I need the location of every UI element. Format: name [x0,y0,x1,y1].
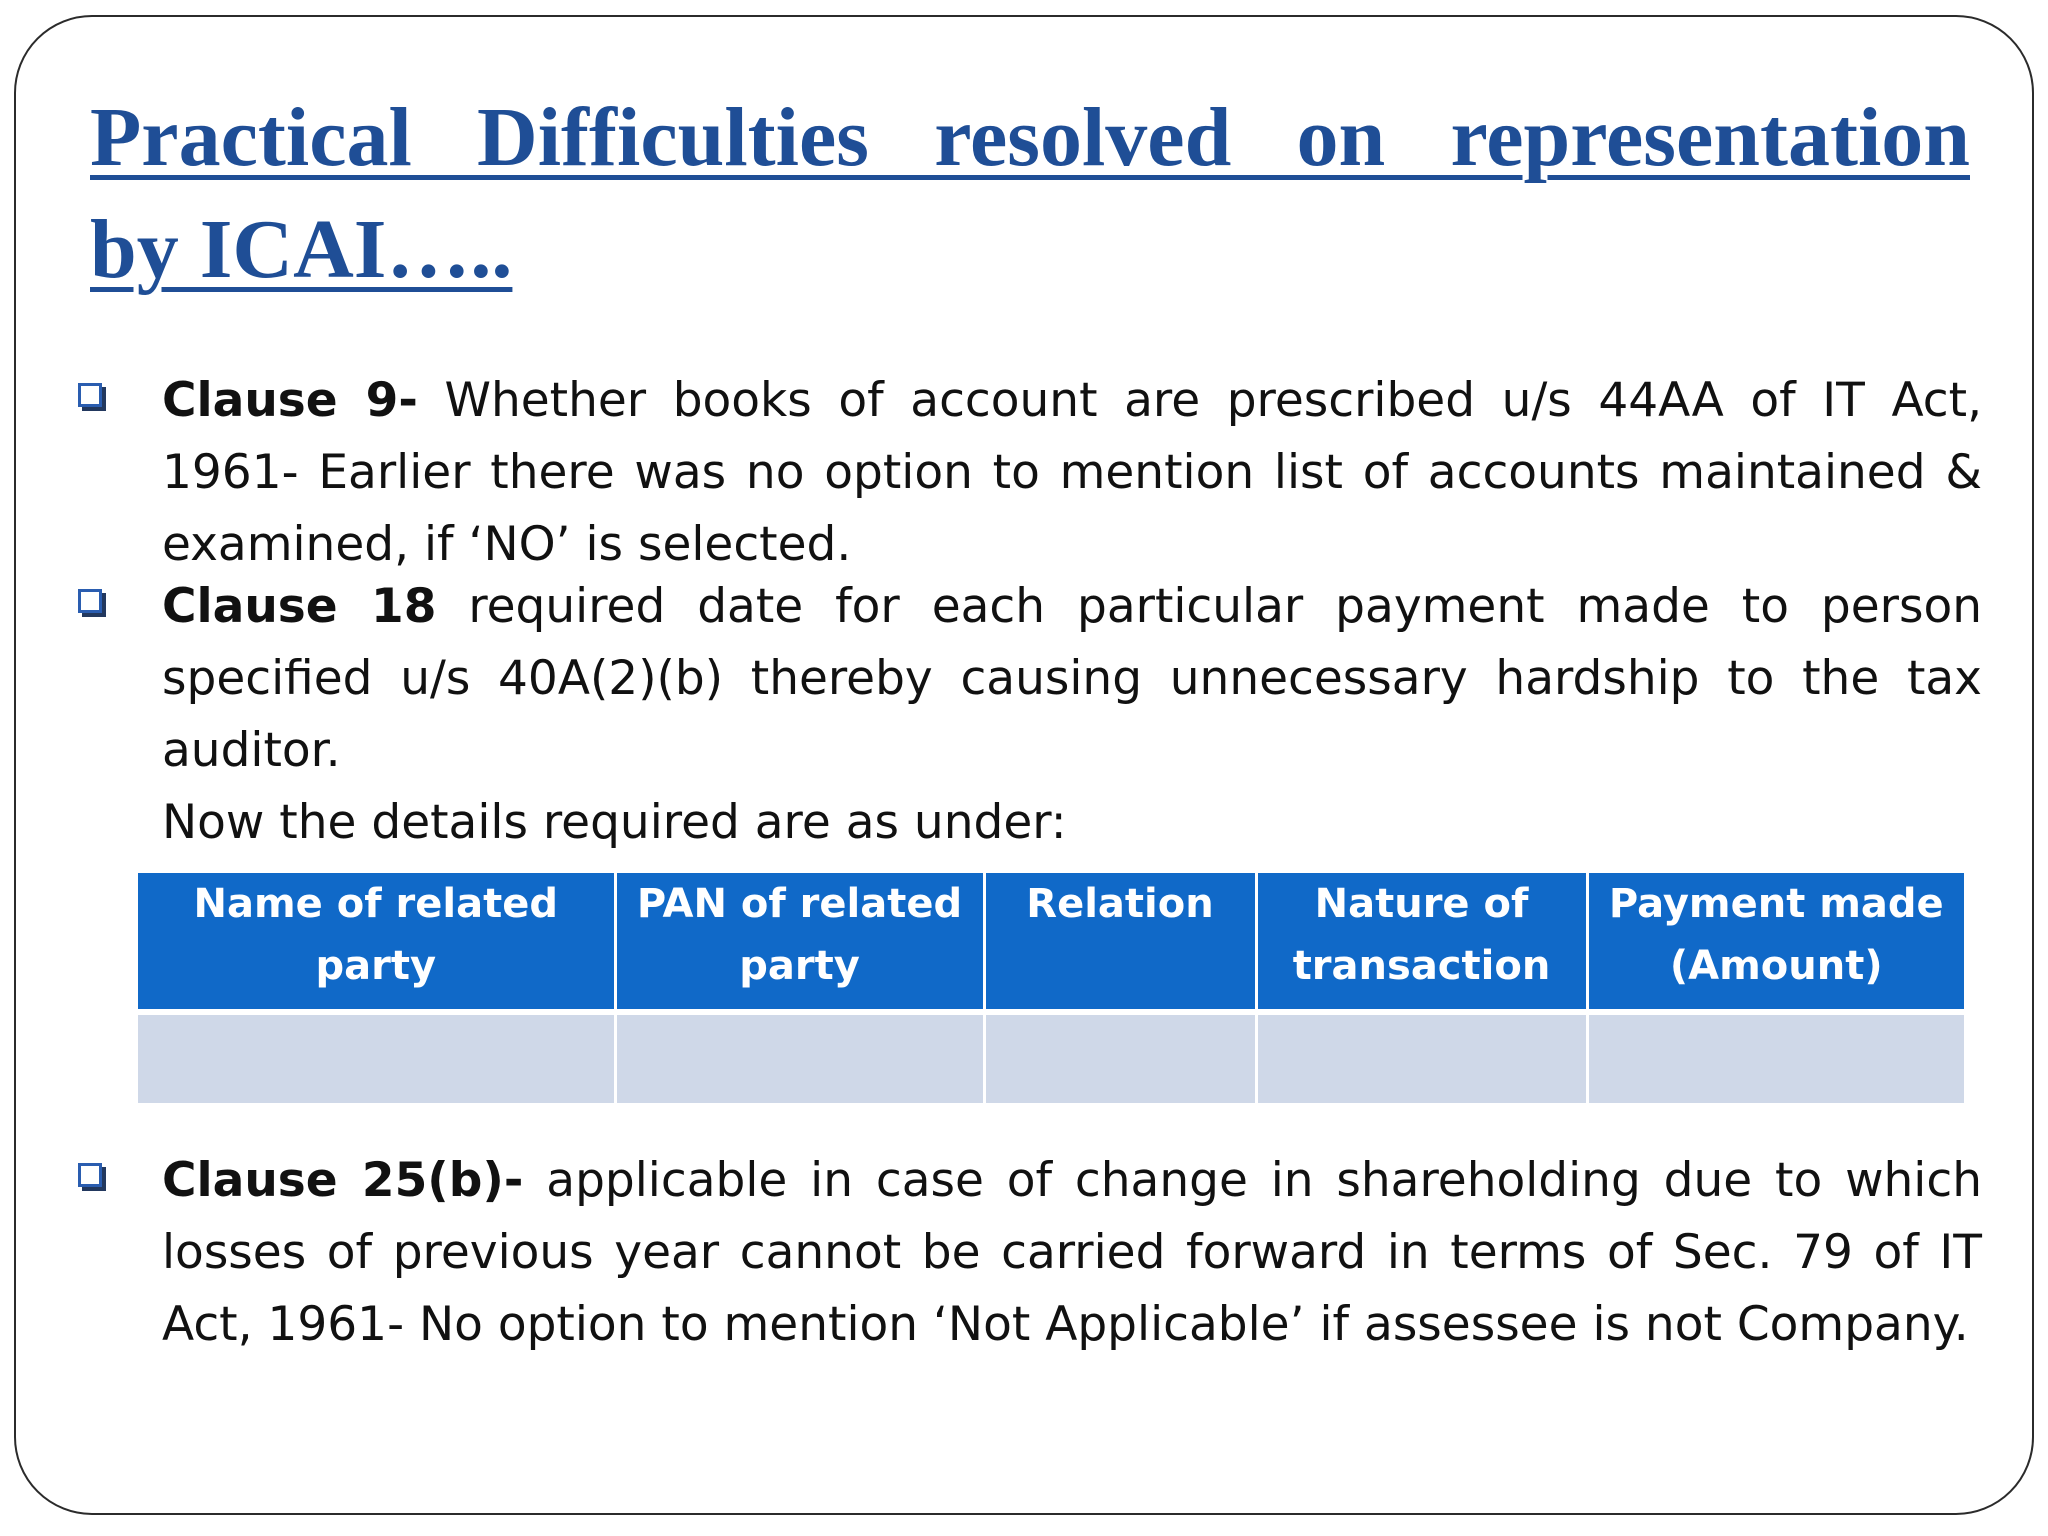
hollow-square-bullet-icon [78,1163,102,1187]
table-cell [1256,1012,1587,1103]
clause-18-description: required date for each particular payment made to person specified u/s 40A(2)(b) thereby causing unnecessary hardship to the tax auditor. [162,579,1982,778]
hollow-square-bullet-icon [78,383,102,407]
table-cell [615,1012,984,1103]
table-cell [138,1012,615,1103]
clause-18-label: Clause 18 [162,579,437,634]
title-line-2: by ICAI….. [90,203,513,296]
header-relation: Relation [984,873,1256,1012]
header-pan-of-related-party: PAN of related party [615,873,984,1012]
table-header-row [138,873,1964,1012]
header-nature-of-transaction: Nature of transaction [1256,873,1587,1012]
bullet-clause-25b-text [162,1145,1982,1361]
bullet-clause-9-text [162,365,1982,581]
clause-25b-label: Clause 25(b)- [162,1153,524,1208]
bullet-clause-18-text [162,571,1982,787]
title-line-1: Practical Difficulties resolved on representation [90,91,1970,184]
table-row [138,1012,1964,1103]
details-note: Now the details required are as under: [162,795,1067,850]
table-cell [984,1012,1256,1103]
clause-9-label: Clause 9- [162,373,418,428]
related-party-table [138,873,1964,1103]
slide-title [90,82,1970,306]
header-name-of-related-party: Name of related party [138,873,615,1012]
clause-9-description: Whether books of account are prescribed u/s 44AA of IT Act, 1961- Earlier there was no option to mention list of accounts maintained & examined, if ‘NO’ is selected. [162,373,1983,572]
table-cell [1587,1012,1964,1103]
clause-25b-description: applicable in case of change in shareholding due to which losses of previous year cannot be carried forward in terms of Sec. 79 of IT Act, 1961- No option to mention ‘Not Applicable’ if assessee is not Company. [162,1153,1982,1352]
header-payment-made: Payment made (Amount) [1587,873,1964,1012]
hollow-square-bullet-icon [78,589,102,613]
